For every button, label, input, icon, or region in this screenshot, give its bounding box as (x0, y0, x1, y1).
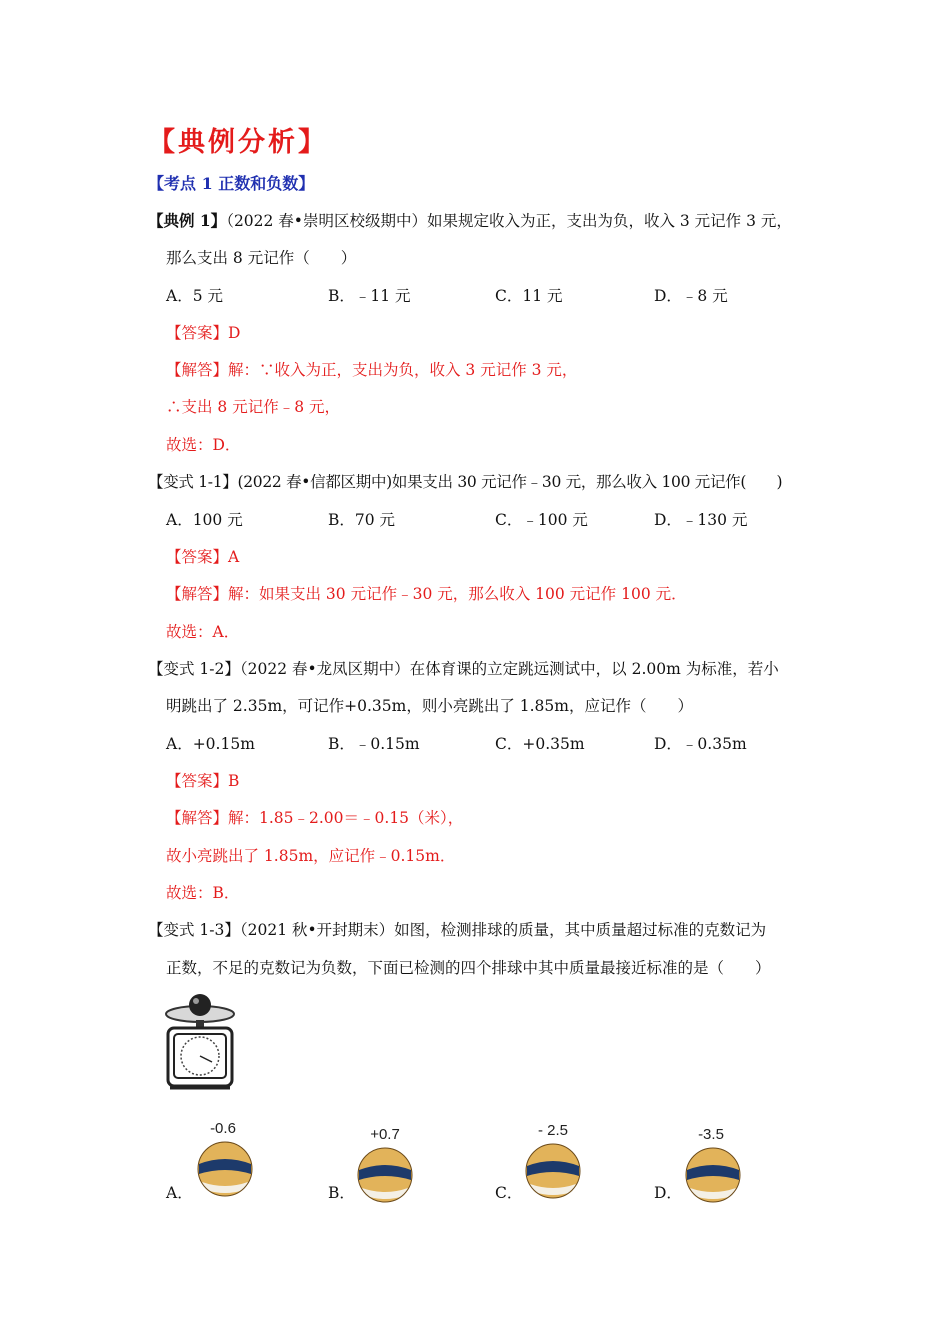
example-1-line1 (148, 210, 792, 232)
variant-1-3-option-b: B． (328, 1184, 355, 1202)
variant-1-2-option-d: D．﹣0.35m (654, 735, 747, 753)
volleyball-icon (524, 1142, 582, 1200)
ball-a (188, 1120, 258, 1200)
ball-c (518, 1122, 588, 1202)
ball-b-label: +0.7 (370, 1126, 400, 1143)
variant-1-2-solution-3: 故选：B． (166, 884, 240, 902)
volleyball-icon (196, 1140, 254, 1198)
variant-1-2-answer: 【答案】B (166, 772, 240, 790)
variant-1-2-solution-1: 【解答】解：1.85﹣2.00＝﹣0.15（米）， (166, 809, 464, 827)
page-heading: 【典例分析】 (148, 127, 328, 158)
variant-1-1-option-a: A．100 元 (166, 511, 243, 529)
variant-1-3-line1: 【变式 1-3】（2021 秋•开封期末）如图，检测排球的质量，其中质量超过标准的克数记为 (148, 921, 767, 939)
variant-1-2-line2: 明跳出了 2.35m，可记作+0.35m，则小亮跳出了 1.85m，应记作（ ） (166, 697, 693, 715)
ball-d (676, 1126, 746, 1206)
scale-icon (160, 992, 245, 1092)
volleyball-icon (684, 1146, 742, 1204)
example-1-tag: 【典例 1】 (148, 211, 227, 230)
section-title: 【考点 1 正数和负数】 (148, 174, 315, 193)
variant-1-3-option-c: C． (495, 1184, 523, 1202)
example-1-solution-3: 故选：D． (166, 436, 241, 454)
variant-1-3-option-d: D． (654, 1184, 682, 1202)
volleyball-icon (356, 1146, 414, 1204)
example-1-answer: 【答案】D (166, 324, 241, 342)
variant-1-2-solution-2: 故小亮跳出了 1.85m，应记作﹣0.15m． (166, 847, 456, 865)
variant-1-1-solution-2: 故选：A． (166, 623, 240, 641)
variant-1-2-option-a: A．+0.15m (166, 735, 255, 753)
ball-a-label: -0.6 (210, 1120, 236, 1137)
variant-1-1-line1: 【变式 1-1】(2022 春•信都区期中)如果支出 30 元记作﹣30 元，那么收入 100 元记作( ) (148, 473, 783, 491)
example-1-option-b: B．﹣11 元 (328, 287, 411, 305)
example-1-option-d: D．﹣8 元 (654, 287, 728, 305)
ball-b (350, 1126, 420, 1206)
example-1-solution-2: ∴支出 8 元记作﹣8 元， (166, 398, 341, 416)
variant-1-1-answer: 【答案】A (166, 548, 240, 566)
variant-1-1-solution-1: 【解答】解：如果支出 30 元记作﹣30 元，那么收入 100 元记作 100 元． (166, 585, 687, 603)
variant-1-3-line2: 正数，不足的克数记为负数，下面已检测的四个排球中其中质量最接近标准的是（ ） (166, 959, 771, 977)
example-1-option-c: C．11 元 (495, 287, 563, 305)
example-1-line2: 那么支出 8 元记作（ ） (166, 249, 357, 267)
ball-c-label: - 2.5 (537, 1122, 568, 1139)
ball-d-label: -3.5 (698, 1126, 724, 1143)
example-1-solution-1: 【解答】解：∵收入为正，支出为负，收入 3 元记作 3 元， (166, 361, 578, 379)
variant-1-2-option-b: B．﹣0.15m (328, 735, 420, 753)
variant-1-1-option-d: D．﹣130 元 (654, 511, 748, 529)
variant-1-2-option-c: C．+0.35m (495, 735, 585, 753)
variant-1-2-line1: 【变式 1-2】（2022 春•龙凤区期中）在体育课的立定跳远测试中，以 2.00m 为标准，若小 (148, 660, 779, 678)
variant-1-1-option-b: B．70 元 (328, 511, 396, 529)
variant-1-3-option-a: A． (166, 1184, 193, 1202)
example-1-option-a: A．5 元 (166, 287, 223, 305)
variant-1-1-option-c: C．﹣100 元 (495, 511, 588, 529)
example-1-text: （2022 春•崇明区校级期中）如果规定收入为正，支出为负，收入 3 元记作 3 元， (226, 212, 792, 230)
